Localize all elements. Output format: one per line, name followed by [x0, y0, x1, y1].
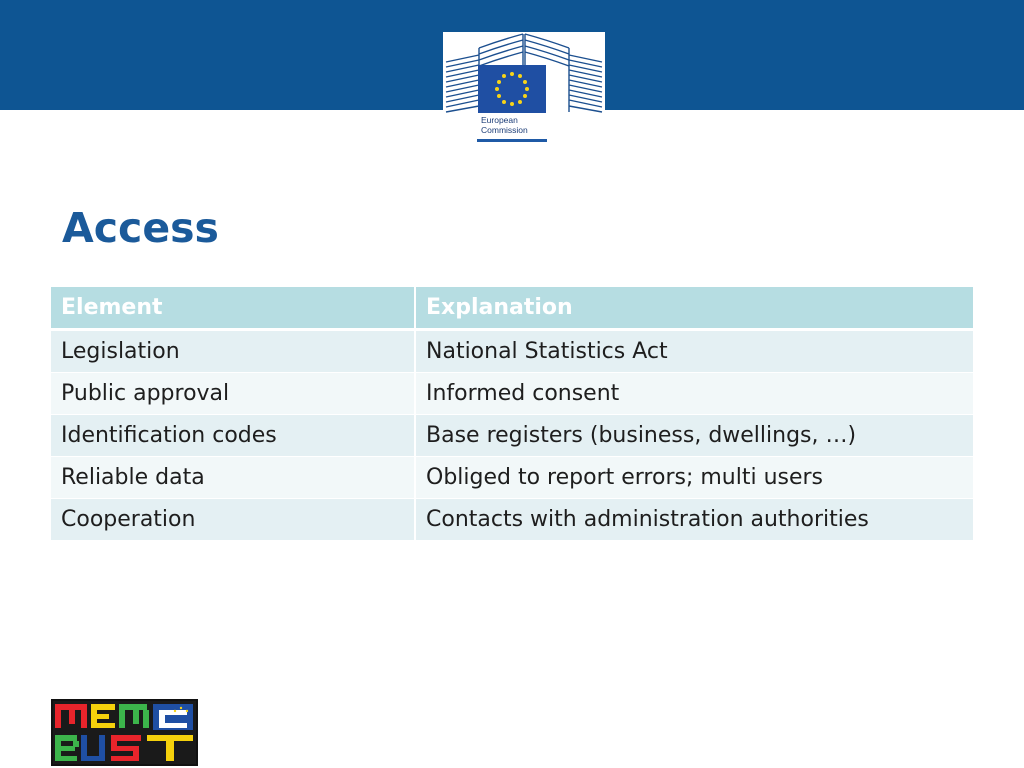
table-cell-element: Cooperation — [51, 499, 415, 541]
table-cell-explanation: Informed consent — [415, 373, 973, 415]
table-cell-element: Public approval — [51, 373, 415, 415]
column-header-element: Element — [51, 287, 415, 330]
table-row — [51, 415, 973, 457]
table-cell-explanation: Base registers (business, dwellings, …) — [415, 415, 973, 457]
logo-underline — [477, 139, 547, 142]
table-row — [51, 457, 973, 499]
table-cell-explanation: National Statistics Act — [415, 330, 973, 373]
logo-text-line2: Commission — [481, 125, 528, 135]
memobust-logo-icon — [51, 699, 198, 766]
table-row — [51, 373, 973, 415]
table-cell-explanation: Obliged to report errors; multi users — [415, 457, 973, 499]
table-cell-element: Reliable data — [51, 457, 415, 499]
table-row — [51, 499, 973, 541]
access-table — [51, 287, 973, 541]
table-cell-element: Identification codes — [51, 415, 415, 457]
european-commission-logo-text — [481, 115, 551, 135]
slide-title: Access — [62, 204, 219, 252]
logo-text-line1: European — [481, 115, 518, 125]
table-row — [51, 330, 973, 373]
column-header-explanation: Explanation — [415, 287, 973, 330]
table-cell-explanation: Contacts with administration authorities — [415, 499, 973, 541]
table-header-row — [51, 287, 973, 330]
table-cell-element: Legislation — [51, 330, 415, 373]
